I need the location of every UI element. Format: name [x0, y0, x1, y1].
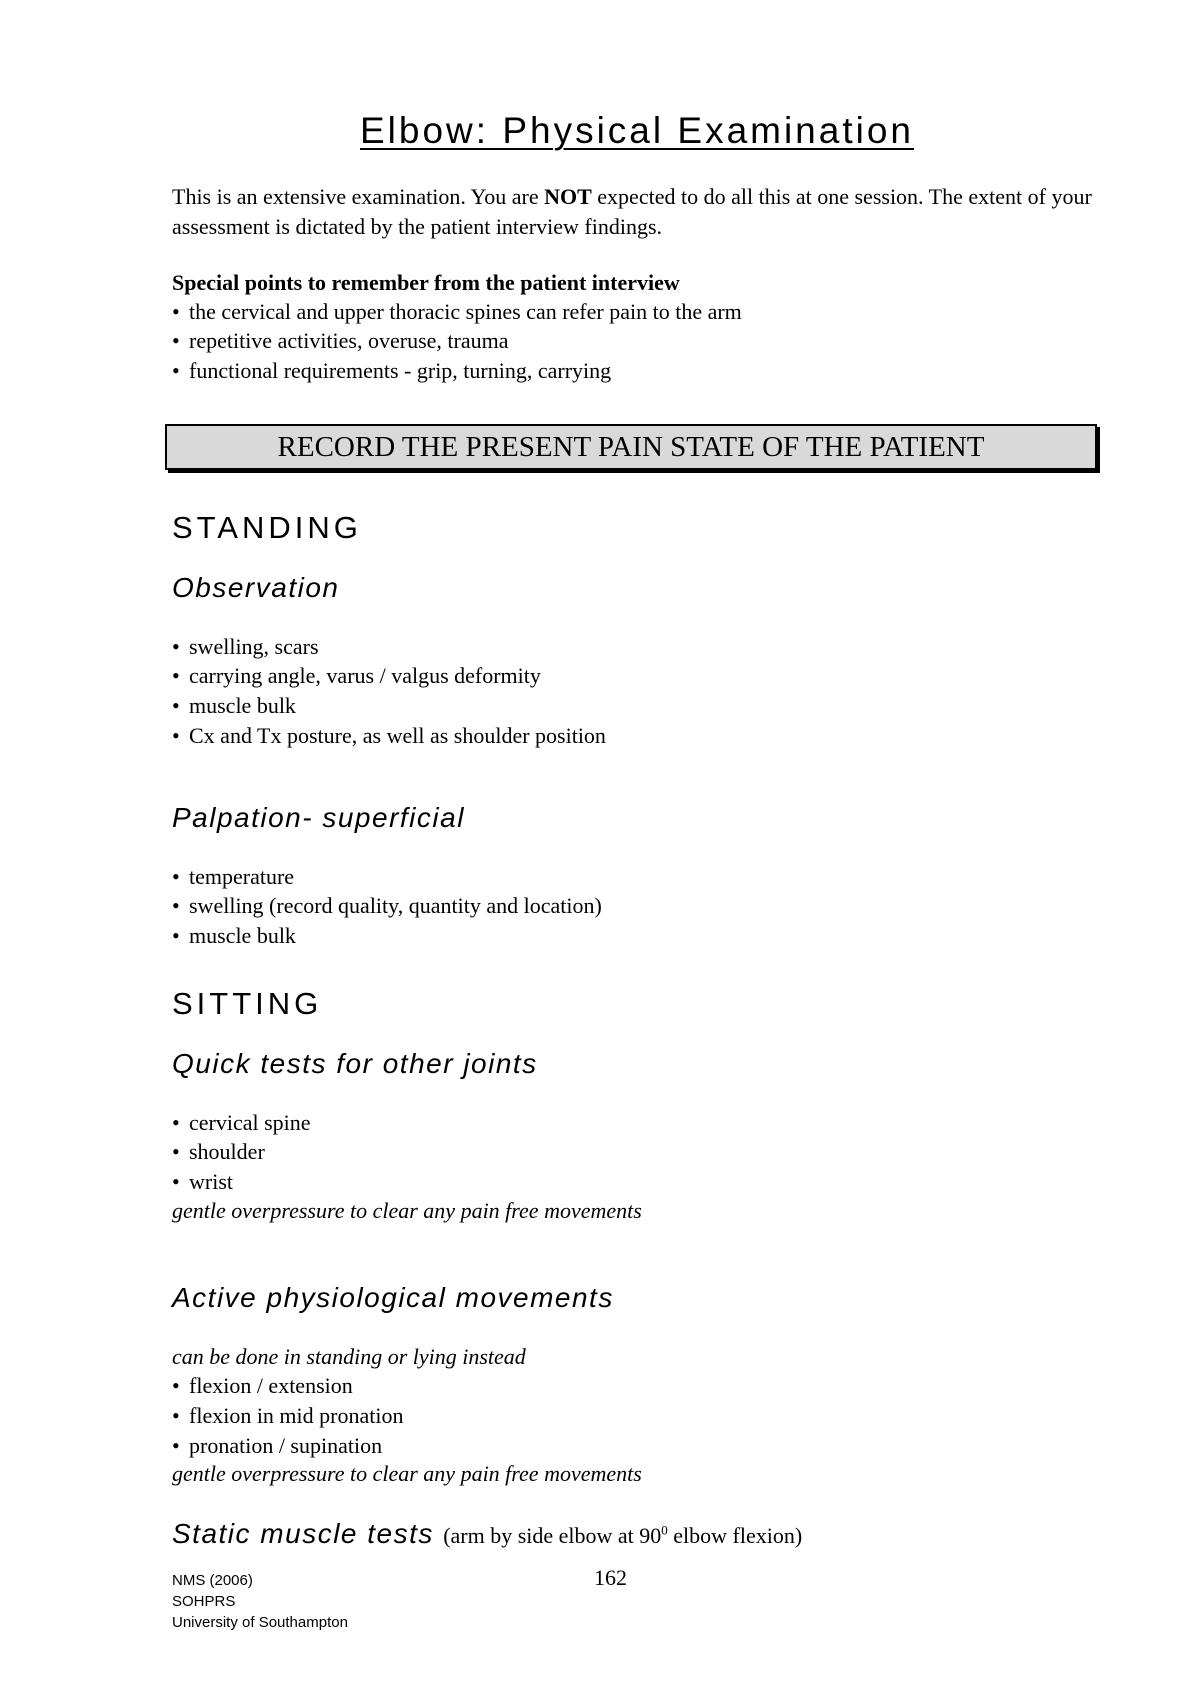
list-item: • the cervical and upper thoracic spines can refer pain to the arm — [172, 297, 742, 327]
bullet-icon: • — [172, 299, 180, 324]
bullet-icon: • — [172, 1169, 180, 1194]
list-item: • flexion in mid pronation — [172, 1401, 403, 1431]
list-item: • wrist — [172, 1167, 233, 1197]
page-title: Elbow: Physical Examination — [360, 110, 914, 151]
list-item: • functional requirements - grip, turning, carrying — [172, 356, 611, 386]
bullet-icon: • — [172, 328, 180, 353]
list-item: • carrying angle, varus / valgus deformity — [172, 661, 541, 691]
bullet-icon: • — [172, 1139, 180, 1164]
list-item: • muscle bulk — [172, 691, 296, 721]
page-number: 162 — [594, 1565, 627, 1590]
subheading-active-movements: Active physiological movements — [172, 1282, 614, 1313]
intro-text-1: This is an extensive examination. You are — [172, 184, 545, 209]
footer-line-3: University of Southampton — [172, 1614, 348, 1631]
active-pre-note: can be done in standing or lying instead — [172, 1344, 526, 1369]
bullet-icon: • — [172, 1110, 180, 1135]
subheading-quick-tests: Quick tests for other joints — [172, 1048, 538, 1079]
list-item: • swelling (record quality, quantity and location) — [172, 891, 602, 921]
bullet-icon: • — [172, 893, 180, 918]
bullet-icon: • — [172, 723, 180, 748]
bullet-icon: • — [172, 663, 180, 688]
section-heading-sitting: SITTING — [172, 986, 323, 1021]
intro-emphasis: NOT — [544, 184, 592, 209]
bullet-icon: • — [172, 1403, 180, 1428]
list-item: • Cx and Tx posture, as well as shoulder position — [172, 721, 606, 751]
intro-paragraph — [172, 182, 1092, 242]
footer-line-1: NMS (2006) — [172, 1572, 253, 1589]
bullet-icon: • — [172, 634, 180, 659]
active-note: gentle overpressure to clear any pain free movements — [172, 1461, 642, 1486]
list-item: • repetitive activities, overuse, trauma — [172, 326, 508, 356]
bullet-icon: • — [172, 923, 180, 948]
static-detail: (arm by side elbow at $90^0$ elbow flexion) — [443, 1522, 803, 1548]
bullet-icon: • — [172, 864, 180, 889]
special-points-heading: Special points to remember from the patient interview — [172, 270, 680, 295]
list-item: • cervical spine — [172, 1108, 311, 1138]
quick-tests-note: gentle overpressure to clear any pain free movements — [172, 1198, 642, 1223]
subheading-static-muscle-tests — [172, 1518, 802, 1550]
list-item: • pronation / supination — [172, 1431, 382, 1461]
list-item: • muscle bulk — [172, 921, 296, 951]
footer-line-2: SOHPRS — [172, 1593, 236, 1610]
bullet-icon: • — [172, 693, 180, 718]
bullet-icon: • — [172, 358, 180, 383]
static-heading-text: Static muscle tests — [172, 1518, 434, 1549]
section-heading-standing: STANDING — [172, 510, 362, 545]
intro-text-2: expected to do all this at one session. The extent of your assessment is dictated by the patient interview findings. — [172, 184, 1092, 239]
list-item: • swelling, scars — [172, 632, 319, 662]
subheading-observation: Observation — [172, 572, 340, 603]
pain-state-banner: RECORD THE PRESENT PAIN STATE OF THE PATIENT — [165, 424, 1097, 470]
list-item: • temperature — [172, 862, 294, 892]
bullet-icon: • — [172, 1373, 180, 1398]
subheading-palpation: Palpation- superficial — [172, 802, 465, 833]
list-item: • shoulder — [172, 1137, 265, 1167]
bullet-icon: • — [172, 1433, 180, 1458]
list-item: • flexion / extension — [172, 1371, 353, 1401]
